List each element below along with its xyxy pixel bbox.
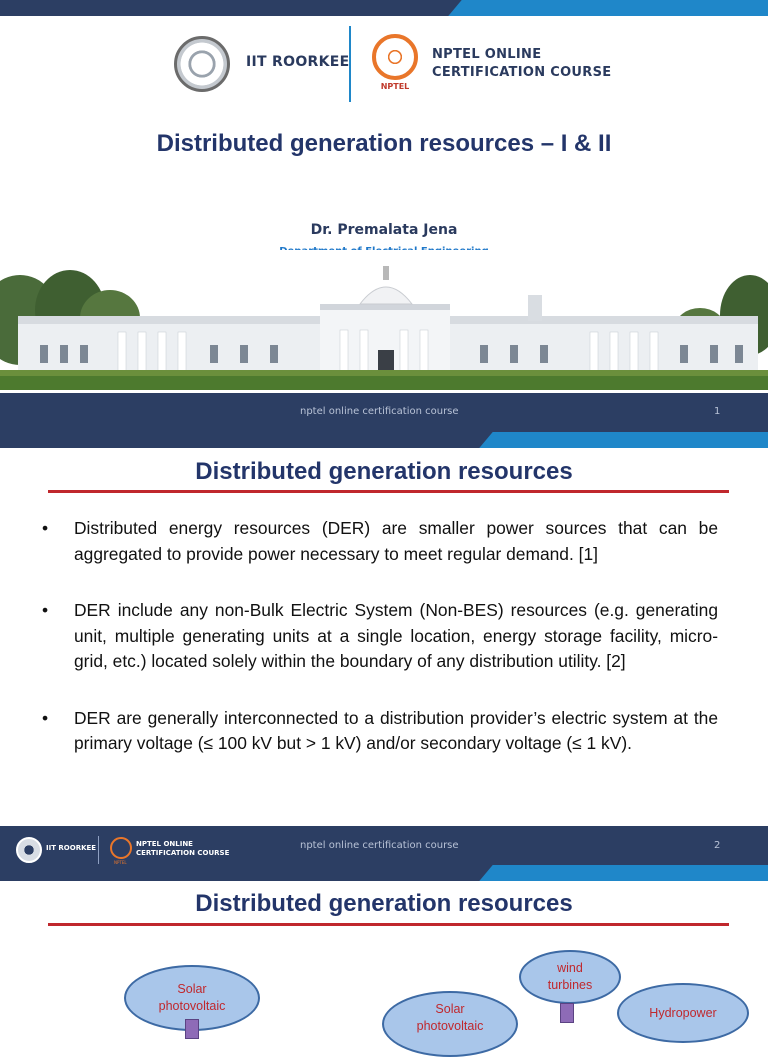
node-hydropower [617,983,749,1043]
definition-slide [0,448,768,881]
nptel-logo-icon [110,837,132,859]
footer-course-line-1: NPTEL ONLINE [136,840,193,848]
presentation-title: Distributed generation resources – I & II [156,130,612,157]
slide-footer [0,826,768,881]
header-divider [349,26,351,102]
page-number: 2 [714,840,721,851]
nptel-logo-icon [370,34,420,96]
course-name-line-2: CERTIFICATION COURSE [432,65,612,80]
top-accent-bar [0,0,768,16]
node-label-line: Solar [435,1002,465,1016]
slide-title: Distributed generation resources [195,890,573,917]
title-underline [48,490,729,493]
footer-course-text: nptel online certification course [300,406,459,417]
node-label-line: photovoltaic [416,1019,484,1033]
page-number: 1 [714,406,721,417]
slide-title: Distributed generation resources [195,458,573,485]
footer-course-line-2: CERTIFICATION COURSE [136,849,230,857]
node-label-line: wind [557,961,583,975]
node-label-line: Solar [177,982,207,996]
node-label-line: photovoltaic [158,999,226,1013]
footer-divider [98,836,99,864]
author-name: Dr. Premalata Jena [310,222,458,238]
footer-nptel-label: NPTEL [114,860,127,865]
node-wind-turbines [519,950,621,1004]
iit-roorkee-seal-icon [16,837,42,863]
resources-diagram-slide [0,881,768,1033]
node-label-line: turbines [547,978,593,992]
node-solar-photovoltaic [382,991,518,1057]
footer-org-name: IIT ROORKEE [46,844,97,852]
title-underline [48,923,729,926]
bullet-item: • Distributed energy resources (DER) are smaller power sources that can be aggregated to provide power necessary to meet regular demand. [1] [42,516,718,567]
connector-arrow [185,1019,199,1039]
footer-course-text: nptel online certification course [300,840,459,851]
logo-header [0,26,768,106]
bullet-item: • DER are generally interconnected to a distribution provider’s electric system at the primary voltage (≤ 100 kV but > 1 kV) and/or secondary voltage (≤ 1 kV). [42,706,718,757]
bullet-item: • DER include any non-Bulk Electric System (Non-BES) resources (e.g. generating unit, multiple generating units at a single location, energy storage facility, micro-grid, etc.) located solely within the boundary of any distribution utility. [2] [42,598,718,675]
iit-roorkee-seal-icon [174,36,230,92]
org-name: IIT ROORKEE [246,54,350,70]
connector-arrow [560,1003,574,1023]
bullet-list [42,516,718,788]
slide-footer [0,393,768,448]
campus-building-photo [0,250,768,390]
course-name-line-1: NPTEL ONLINE [432,47,542,62]
title-slide [0,0,768,448]
node-label: Hydropower [649,1005,717,1020]
nptel-logo-label: NPTEL [380,82,410,91]
